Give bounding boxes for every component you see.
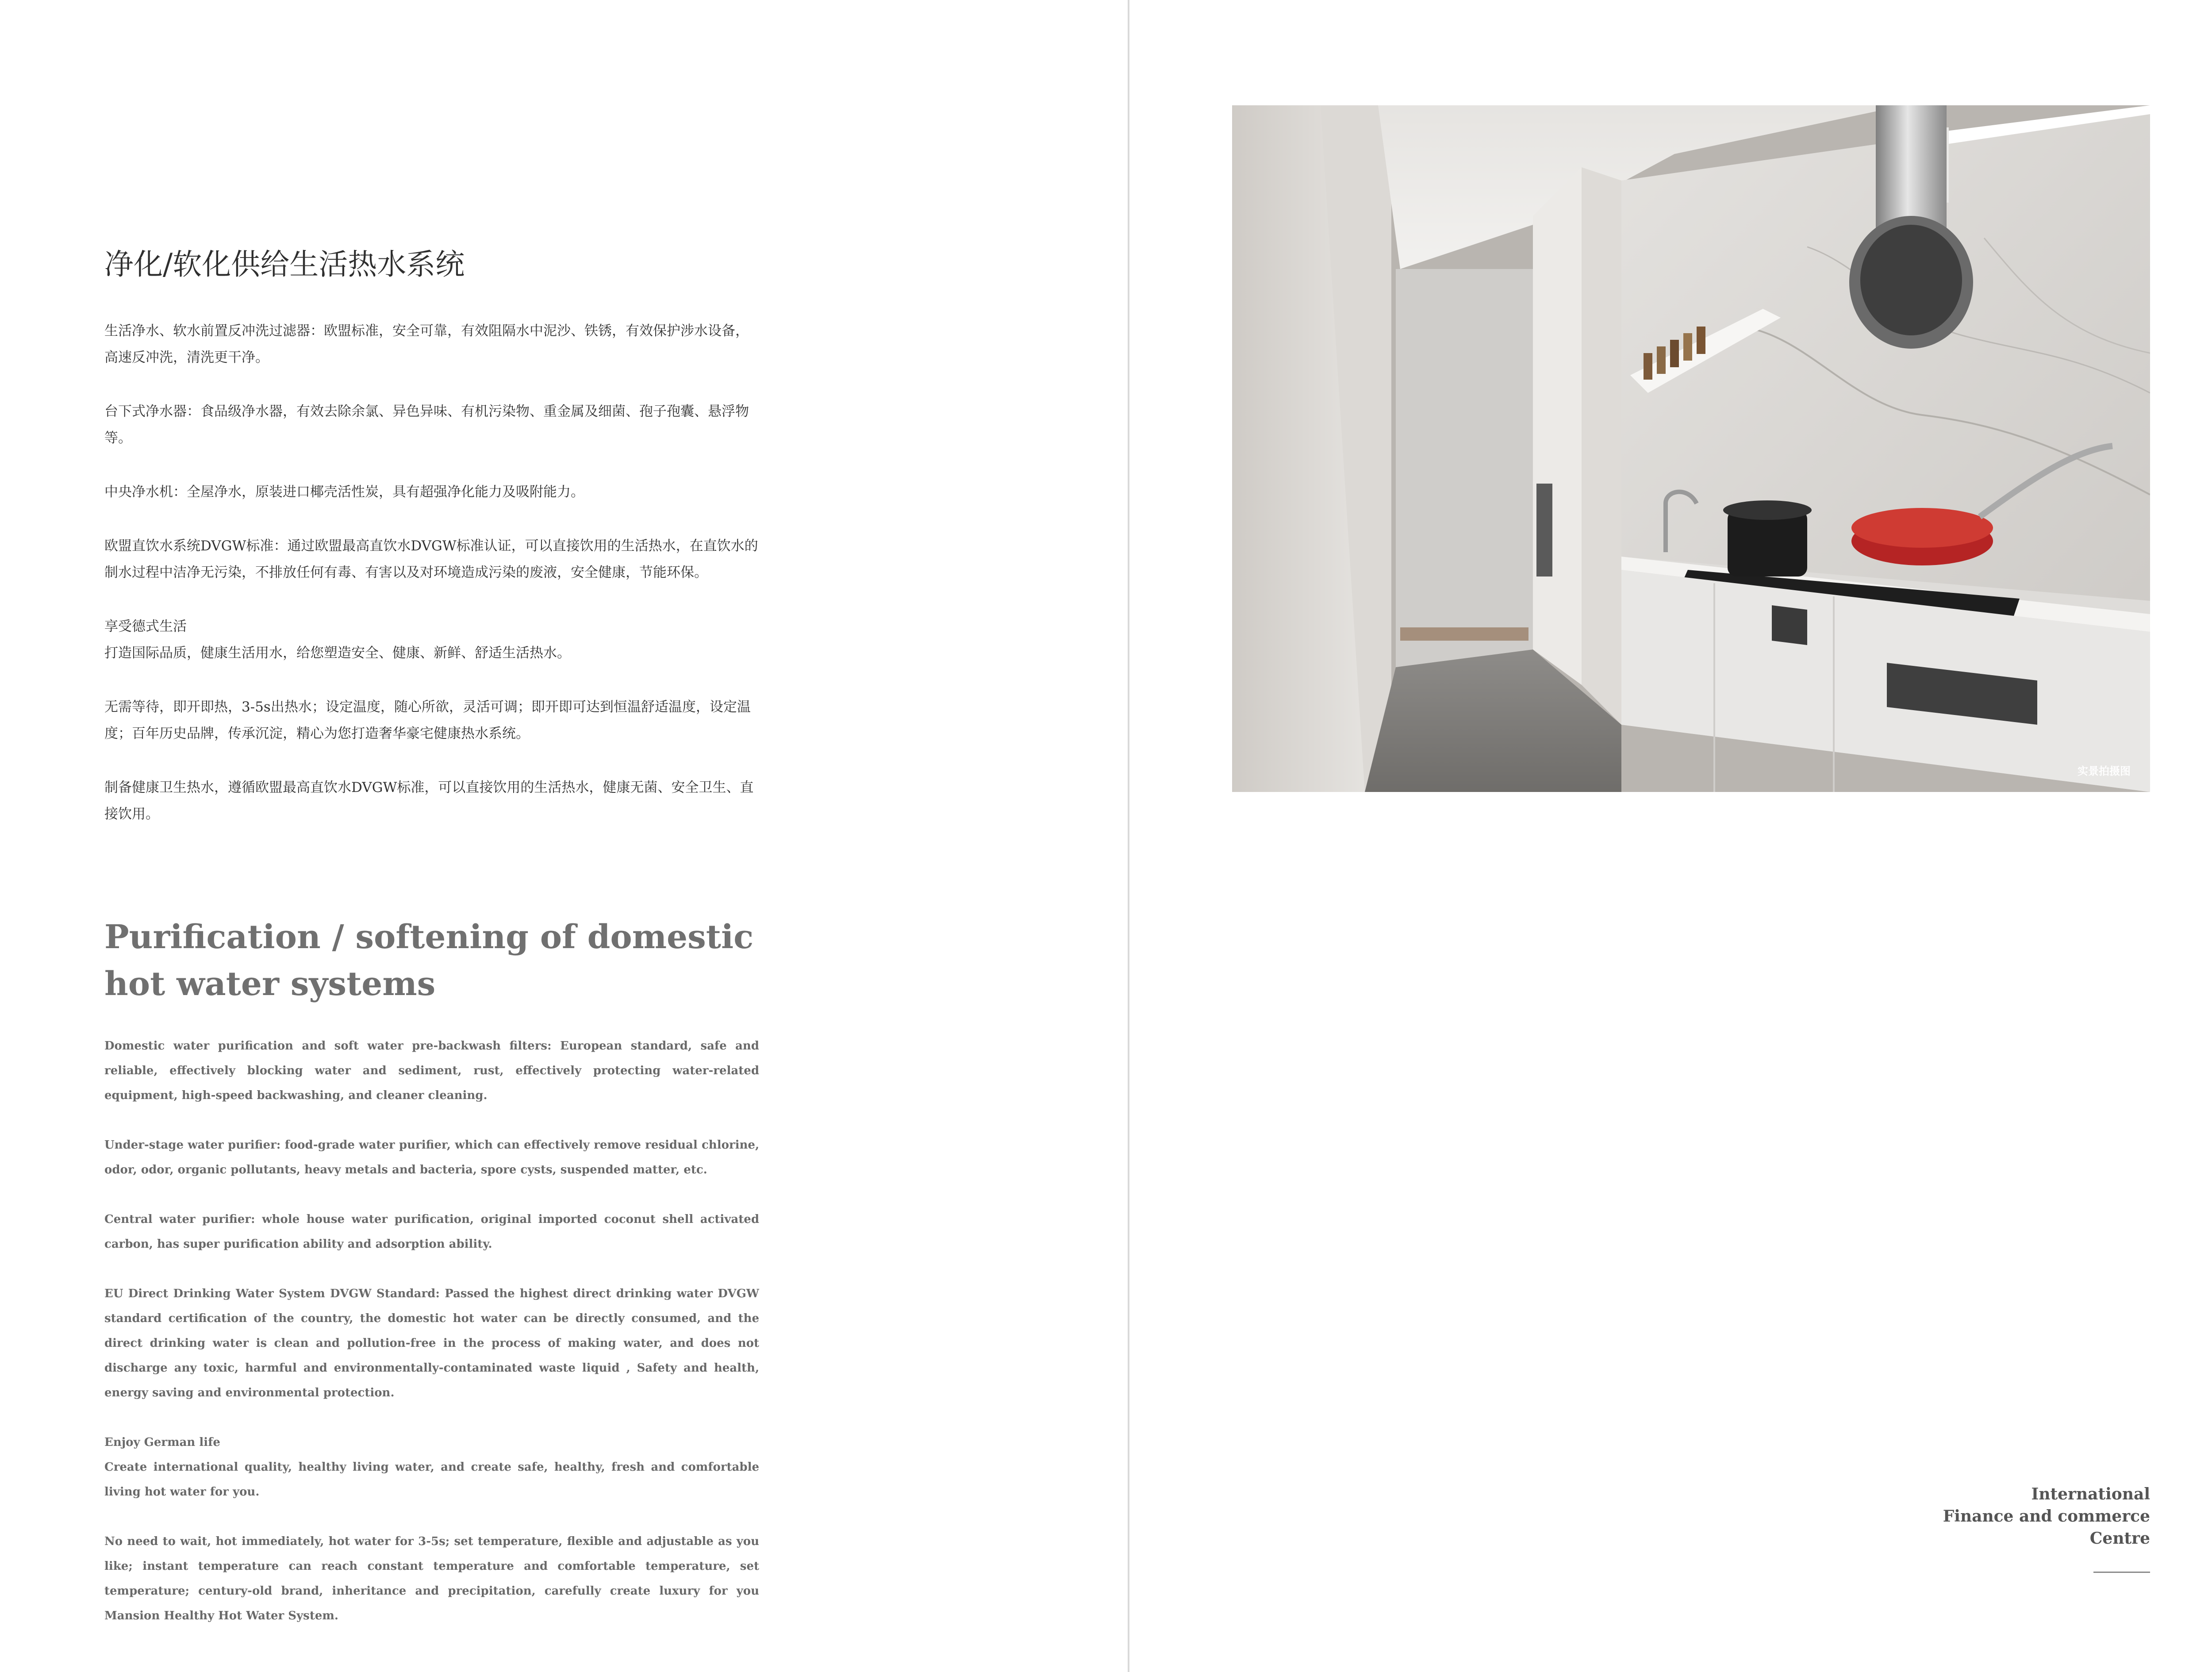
kitchen-illustration <box>1232 105 2150 792</box>
brand-line-1: International <box>2031 1485 2150 1503</box>
brand-underline <box>2093 1572 2150 1573</box>
brand-line-3: Centre <box>2089 1529 2150 1548</box>
cn-paragraph-central-purifier: 中央净水机：全屋净水，原装进口椰壳活性炭，具有超强净化能力及吸附能力。 <box>104 484 584 500</box>
en-paragraph-instant-hot: No need to wait, hot immediately, hot water for 3-5s; set temperature, flexible and adjustable as you like; instant temperature can reach constant temperature and comfortable temperature, set temperature; century-old brand, inheritance and precipitation, carefully create luxury for you Mansion Healthy Hot Water System. <box>104 1535 759 1622</box>
brand-line-2: Finance and commerce <box>1943 1507 2150 1526</box>
en-paragraph-german-life: Enjoy German life Create international quality, healthy living water, and create safe, healthy, fresh and comfortable living hot water for you. <box>104 1436 759 1499</box>
kitchen-photo <box>1232 105 2150 792</box>
english-section-title: Purification / softening of domestic hot water systems <box>104 918 754 1003</box>
cn-paragraph-undersink-purifier: 台下式净水器：食品级净水器，有效去除余氯、异色异味、有机污染物、重金属及细菌、孢子孢囊、悬浮物等。 <box>104 404 749 446</box>
chinese-section-title: 净化/软化供给生活热水系统 <box>104 247 465 281</box>
en-paragraph-undersink-purifier: Under-stage water purifier: food-grade water purifier, which can effectively remove residual chlorine, odor, odor, organic pollutants, heavy metals and bacteria, spore cysts, suspended matter, etc. <box>104 1138 759 1176</box>
cn-paragraph-healthy-water: 制备健康卫生热水，遵循欧盟最高直饮水DVGW标准，可以直接饮用的生活热水，健康无菌、安全卫生、直接饮用。 <box>104 780 754 822</box>
page-fold-divider <box>1128 0 1129 1672</box>
cn-paragraph-instant-hot: 无需等待，即开即热，3-5s出热水；设定温度，随心所欲，灵活可调；即开即可达到恒温舒适温度，设定温度；百年历史品牌，传承沉淀，精心为您打造奢华豪宅健康热水系统。 <box>104 699 751 742</box>
brand-signature <box>1902 1483 2150 1549</box>
en-paragraph-dvgw: EU Direct Drinking Water System DVGW Standard: Passed the highest direct drinking water DVGW standard certification of the country, the domestic hot water can be directly consumed, and the direct drinking water is clean and pollution-free in the process of making water, and does not discharge any toxic, harmful and environmentally-contaminated waste liquid , Safety and health, energy saving and environmental protection. <box>104 1287 759 1399</box>
english-body-text <box>104 1034 759 1653</box>
cn-paragraph-prefilter: 生活净水、软水前置反冲洗过滤器：欧盟标准，安全可靠，有效阻隔水中泥沙、铁锈，有效保护涉水设备，高速反冲洗，清洗更干净。 <box>104 323 749 365</box>
chinese-body-text <box>104 318 759 855</box>
cn-paragraph-dvgw: 欧盟直饮水系统DVGW标准：通过欧盟最高直饮水DVGW标准认证，可以直接饮用的生活热水，在直饮水的制水过程中洁净无污染，不排放任何有毒、有害以及对环境造成污染的废液，安全健康，节能环保。 <box>104 538 758 580</box>
photo-caption: 实景拍摄图 <box>2078 765 2131 777</box>
en-paragraph-central-purifier: Central water purifier: whole house water purification, original imported coconut shell activated carbon, has super purification ability and adsorption ability. <box>104 1213 759 1251</box>
cn-paragraph-german-life: 享受德式生活 打造国际品质，健康生活用水，给您塑造安全、健康、新鲜、舒适生活热水。 <box>104 619 571 661</box>
en-paragraph-prefilter: Domestic water purification and soft water pre-backwash filters: European standard, safe and reliable, effectively blocking water and sediment, rust, effectively protecting water-related equipment, high-speed backwashing, and cleaner cleaning. <box>104 1039 759 1102</box>
